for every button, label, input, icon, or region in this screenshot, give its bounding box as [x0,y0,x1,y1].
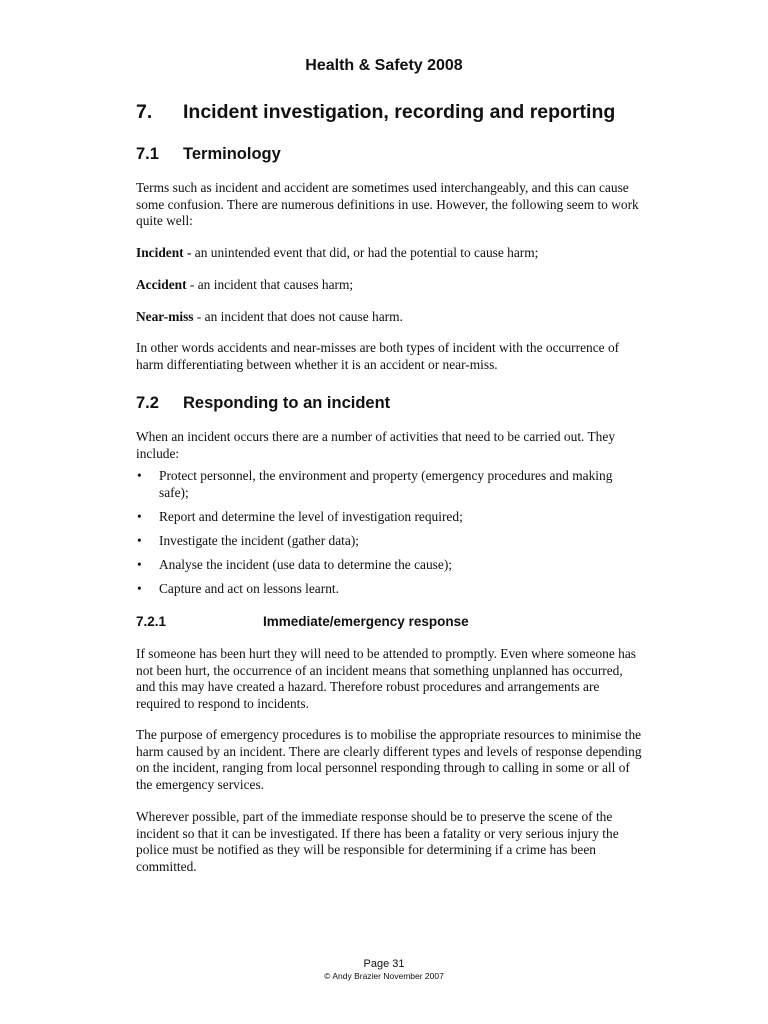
list-item: • Investigate the incident (gather data); [137,532,360,548]
subsection-number: 7.1 [136,145,159,163]
bullet-glyph: • [137,580,142,596]
subsection-title: Responding to an incident [183,394,391,412]
subsection-number: 7.2 [136,394,159,412]
definition-term: Accident [136,277,187,292]
section-number: 7. [136,101,153,123]
running-header: Health & Safety 2008 [305,57,463,74]
list-item: • Protect personnel, the environment and property (emergency procedures and making safe); [137,468,613,500]
definition-near-miss [136,309,642,326]
definition-text: an unintended event that did, or had the potential to cause harm; [191,245,539,260]
definition-incident [136,245,642,262]
definition-text: - an incident that does not cause harm. [193,309,403,324]
activity-list [136,468,642,605]
definition-accident [136,277,642,294]
subsection-title: Terminology [183,145,281,163]
list-item: • Capture and act on lessons learnt. [137,580,339,596]
definition-text: - an incident that causes harm; [186,277,354,292]
subsubsection-title: Immediate/emergency response [263,614,469,629]
list-item: • Analyse the incident (use data to determine the cause); [137,556,452,572]
bullet-glyph: • [137,508,142,524]
subsubsection-heading-7-2-1 [136,614,469,629]
section-title: Incident investigation, recording and reporting [183,101,616,123]
subsection-heading-7-1 [136,145,281,164]
section-heading [136,101,615,124]
subsubsection-number: 7.2.1 [136,614,167,629]
paragraph: If someone has been hurt they will need to be attended to promptly. Even where someone has not been hurt, the occurrence of an incident means that something unplanned has occurred, and this may have created a hazard. Therefore robust procedures and arrangements are required to respond to incidents. [136,646,637,711]
bullet-glyph: • [137,532,142,548]
bullet-glyph: • [137,556,142,572]
copyright-notice: © Andy Brazier November 2007 [324,971,444,981]
paragraph: Wherever possible, part of the immediate response should be to preserve the scene of the incident so that it can be investigated. If there has been a fatality or very serious injury the police must be notified as they will be responsible for determining if a crime has been committed. [136,809,619,874]
definition-term: Incident - [136,245,192,260]
page-number: Page 31 [363,958,405,970]
subsection-heading-7-2 [136,394,390,413]
list-item: • Report and determine the level of investigation required; [137,508,463,524]
bullet-glyph: • [137,468,142,483]
response-intro: When an incident occurs there are a number of activities that need to be carried out. They include: [136,429,616,461]
terminology-outro: In other words accidents and near-misses are both types of incident with the occurrence of harm differentiating between whether it is an accident or near-miss. [136,340,620,372]
paragraph: The purpose of emergency procedures is to mobilise the appropriate resources to minimise the harm caused by an incident. There are clearly different types and levels of response depending on the incident, ranging from local personnel responding through to calling in some or all of the emergency services. [136,727,642,792]
terminology-intro: Terms such as incident and accident are sometimes used interchangeably, and this can cause some confusion. There are numerous definitions in use. However, the following seem to work quite well: [136,180,639,228]
definition-term: Near-miss [136,309,194,324]
